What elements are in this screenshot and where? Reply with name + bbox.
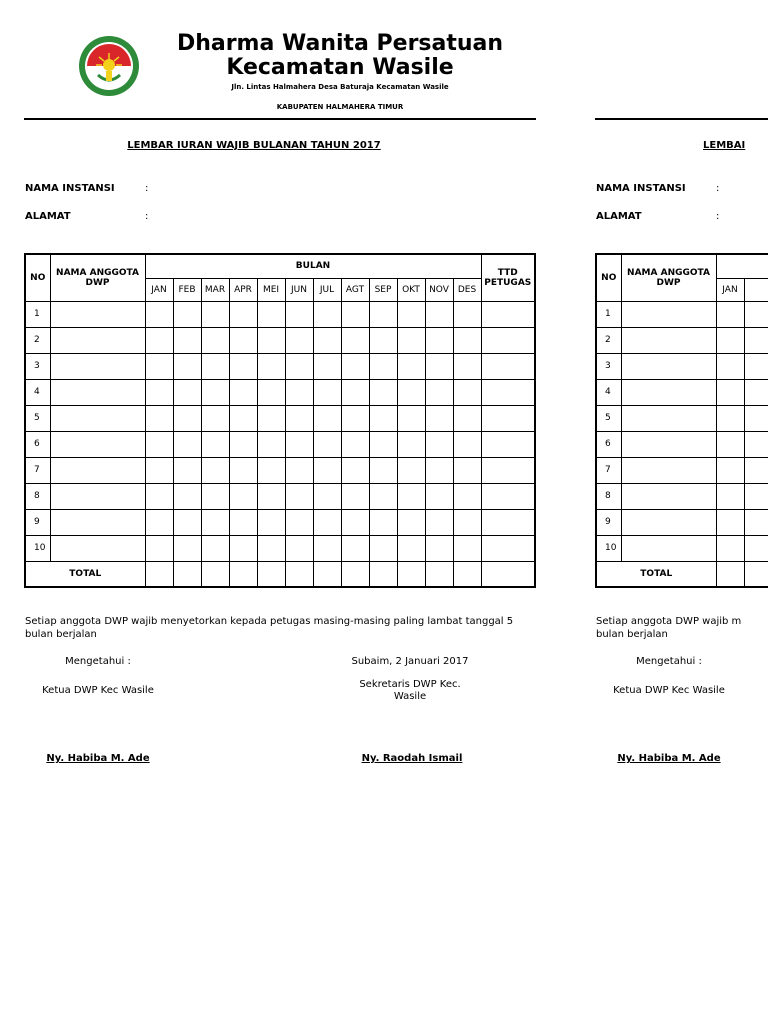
org-name	[170, 32, 510, 80]
table-row	[596, 457, 768, 483]
month-cell[interactable]	[257, 509, 285, 535]
member-name-cell[interactable]	[50, 509, 145, 535]
month-cell[interactable]	[201, 301, 229, 327]
month-cell[interactable]	[201, 327, 229, 353]
payment-note-right-line2: bulan berjalan	[596, 629, 668, 640]
table-row	[25, 431, 535, 457]
payment-note: Setiap anggota DWP wajib menyetorkan kepada petugas masing-masing paling lambat tanggal 5 bulan berjalan	[25, 616, 514, 640]
month-cell[interactable]	[201, 353, 229, 379]
month-cell[interactable]	[744, 457, 768, 483]
month-cell[interactable]	[425, 379, 453, 405]
member-name-cell[interactable]	[50, 353, 145, 379]
row-number: 3	[596, 353, 621, 379]
month-cell[interactable]	[257, 483, 285, 509]
signature-cell[interactable]	[481, 535, 535, 561]
month-cell[interactable]	[257, 431, 285, 457]
header-divider-right	[595, 118, 768, 120]
month-cell[interactable]	[313, 301, 341, 327]
org-region: KABUPATEN HALMAHERA TIMUR	[276, 103, 404, 111]
total-cell[interactable]	[425, 561, 453, 587]
month-cell[interactable]	[341, 379, 369, 405]
org-address: Jln. Lintas Halmahera Desa Baturaja Kecamatan Wasile	[231, 83, 449, 91]
row-number: 3	[25, 353, 50, 379]
payment-note-right-line1: Setiap anggota DWP wajib m	[596, 616, 742, 627]
month-cell[interactable]	[369, 483, 397, 509]
signature-cell[interactable]	[481, 457, 535, 483]
member-name-cell[interactable]	[621, 379, 716, 405]
month-cell[interactable]	[341, 457, 369, 483]
month-cell[interactable]	[369, 353, 397, 379]
month-cell[interactable]	[257, 353, 285, 379]
month-cell[interactable]	[425, 353, 453, 379]
month-cell[interactable]	[425, 327, 453, 353]
signature-cell[interactable]	[481, 483, 535, 509]
no-header-right: NO	[596, 254, 621, 301]
row-number: 1	[596, 301, 621, 327]
month-cell[interactable]	[173, 457, 201, 483]
month-cell[interactable]	[229, 535, 257, 561]
place-date: Subaim, 2 Januari 2017	[351, 656, 469, 667]
member-name-cell[interactable]	[621, 353, 716, 379]
member-name-cell[interactable]	[621, 405, 716, 431]
table-row	[25, 353, 535, 379]
month-cell[interactable]	[369, 457, 397, 483]
month-cell[interactable]	[173, 535, 201, 561]
month-cell[interactable]	[285, 535, 313, 561]
month-cell[interactable]	[397, 431, 425, 457]
month-cell[interactable]	[425, 301, 453, 327]
member-name-cell[interactable]	[621, 483, 716, 509]
month-cell[interactable]	[285, 431, 313, 457]
month-header-okt: OKT	[397, 278, 425, 301]
month-cell[interactable]	[229, 301, 257, 327]
total-cell[interactable]	[716, 561, 744, 587]
row-number: 10	[25, 535, 50, 561]
month-cell[interactable]	[285, 405, 313, 431]
total-label: TOTAL	[596, 561, 716, 587]
row-number: 7	[596, 457, 621, 483]
row-number: 9	[25, 509, 50, 535]
table-row	[596, 301, 768, 327]
month-cell[interactable]	[744, 353, 768, 379]
payment-note-right	[596, 615, 768, 641]
member-name-cell[interactable]	[50, 379, 145, 405]
dues-table	[24, 253, 536, 588]
org-name-line1: Dharma Wanita Persatuan	[176, 31, 504, 56]
month-cell[interactable]	[257, 301, 285, 327]
month-cell[interactable]	[425, 535, 453, 561]
month-cell[interactable]	[425, 483, 453, 509]
month-header-jan: JAN	[716, 278, 744, 301]
month-cell[interactable]	[145, 353, 173, 379]
instansi-label: NAMA INSTANSI	[25, 183, 115, 194]
total-cell[interactable]	[313, 561, 341, 587]
row-number: 7	[25, 457, 50, 483]
ketua-role: Ketua DWP Kec Wasile	[42, 685, 154, 696]
month-header-feb	[744, 278, 768, 301]
month-cell[interactable]	[744, 431, 768, 457]
table-row	[596, 509, 768, 535]
bulan-header: BULAN	[145, 254, 481, 278]
sheet-title: LEMBAR IURAN WAJIB BULANAN TAHUN 2017	[127, 140, 381, 151]
month-header-jan: JAN	[145, 278, 173, 301]
row-number: 9	[596, 509, 621, 535]
row-number: 6	[25, 431, 50, 457]
dues-sheet-right	[571, 0, 768, 1024]
month-cell[interactable]	[716, 509, 744, 535]
table-row	[25, 535, 535, 561]
month-cell[interactable]	[341, 483, 369, 509]
header-divider	[24, 118, 536, 120]
row-number: 2	[596, 327, 621, 353]
month-cell[interactable]	[369, 535, 397, 561]
month-cell[interactable]	[201, 405, 229, 431]
month-header-des: DES	[453, 278, 481, 301]
month-cell[interactable]	[397, 483, 425, 509]
month-cell[interactable]	[257, 379, 285, 405]
month-cell[interactable]	[313, 379, 341, 405]
month-cell[interactable]	[313, 327, 341, 353]
month-cell[interactable]	[397, 379, 425, 405]
month-cell[interactable]	[397, 327, 425, 353]
month-cell[interactable]	[285, 327, 313, 353]
month-cell[interactable]	[397, 457, 425, 483]
month-header-nov: NOV	[425, 278, 453, 301]
month-cell[interactable]	[145, 301, 173, 327]
month-cell[interactable]	[313, 457, 341, 483]
month-cell[interactable]	[257, 405, 285, 431]
month-header-jul: JUL	[313, 278, 341, 301]
month-cell[interactable]	[341, 327, 369, 353]
member-name-cell[interactable]	[50, 405, 145, 431]
bulan-header-right	[716, 254, 768, 278]
month-cell[interactable]	[313, 483, 341, 509]
org-name-line2: Kecamatan Wasile	[226, 55, 454, 80]
ttd-petugas-header: TTD PETUGAS	[481, 254, 535, 301]
month-cell[interactable]	[453, 483, 481, 509]
month-cell[interactable]	[716, 457, 744, 483]
month-cell[interactable]	[285, 379, 313, 405]
month-cell[interactable]	[145, 509, 173, 535]
month-cell[interactable]	[229, 327, 257, 353]
month-cell[interactable]	[229, 405, 257, 431]
signature-cell[interactable]	[481, 353, 535, 379]
row-number: 10	[596, 535, 621, 561]
month-header-feb: FEB	[173, 278, 201, 301]
signature-cell[interactable]	[481, 301, 535, 327]
member-name-cell[interactable]	[50, 535, 145, 561]
row-number: 4	[596, 379, 621, 405]
month-cell[interactable]	[201, 483, 229, 509]
total-cell[interactable]	[257, 561, 285, 587]
month-cell[interactable]	[453, 509, 481, 535]
month-cell[interactable]	[285, 353, 313, 379]
month-cell[interactable]	[229, 457, 257, 483]
row-number: 5	[25, 405, 50, 431]
total-label: TOTAL	[25, 561, 145, 587]
table-row	[596, 535, 768, 561]
member-name-cell[interactable]	[50, 327, 145, 353]
table-row	[25, 405, 535, 431]
month-cell[interactable]	[229, 509, 257, 535]
alamat-colon-right: :	[716, 211, 720, 222]
month-cell[interactable]	[453, 405, 481, 431]
month-cell[interactable]	[285, 301, 313, 327]
month-cell[interactable]	[173, 483, 201, 509]
month-cell[interactable]	[285, 483, 313, 509]
total-cell[interactable]	[285, 561, 313, 587]
month-cell[interactable]	[397, 535, 425, 561]
member-name-cell[interactable]	[621, 509, 716, 535]
instansi-label-right: NAMA INSTANSI	[596, 183, 686, 194]
member-name-cell[interactable]	[621, 535, 716, 561]
month-cell[interactable]	[716, 483, 744, 509]
total-cell[interactable]	[201, 561, 229, 587]
month-cell[interactable]	[173, 431, 201, 457]
month-cell[interactable]	[716, 379, 744, 405]
month-cell[interactable]	[145, 405, 173, 431]
nama-anggota-header-right: NAMA ANGGOTA DWP	[621, 254, 716, 301]
month-cell[interactable]	[173, 405, 201, 431]
month-cell[interactable]	[716, 327, 744, 353]
member-name-cell[interactable]	[621, 457, 716, 483]
month-cell[interactable]	[744, 301, 768, 327]
row-number: 4	[25, 379, 50, 405]
month-cell[interactable]	[145, 431, 173, 457]
row-number: 5	[596, 405, 621, 431]
month-cell[interactable]	[425, 457, 453, 483]
month-cell[interactable]	[453, 457, 481, 483]
total-cell[interactable]	[369, 561, 397, 587]
month-cell[interactable]	[425, 509, 453, 535]
month-cell[interactable]	[716, 405, 744, 431]
month-cell[interactable]	[257, 457, 285, 483]
table-row	[596, 483, 768, 509]
table-row	[25, 483, 535, 509]
month-cell[interactable]	[257, 535, 285, 561]
month-header-mei: MEI	[257, 278, 285, 301]
month-header-mar: MAR	[201, 278, 229, 301]
month-cell[interactable]	[201, 535, 229, 561]
month-cell[interactable]	[173, 509, 201, 535]
table-row	[25, 301, 535, 327]
month-cell[interactable]	[229, 379, 257, 405]
month-cell[interactable]	[744, 509, 768, 535]
total-cell[interactable]	[229, 561, 257, 587]
month-cell[interactable]	[397, 509, 425, 535]
sekretaris-role	[330, 679, 490, 703]
row-number: 8	[25, 483, 50, 509]
month-cell[interactable]	[369, 509, 397, 535]
sekretaris-name: Ny. Raodah Ismail	[361, 753, 463, 764]
month-cell[interactable]	[201, 379, 229, 405]
month-cell[interactable]	[744, 535, 768, 561]
month-cell[interactable]	[341, 535, 369, 561]
instansi-colon: :	[145, 183, 149, 194]
month-cell[interactable]	[173, 327, 201, 353]
month-cell[interactable]	[341, 353, 369, 379]
total-cell[interactable]	[173, 561, 201, 587]
month-cell[interactable]	[201, 431, 229, 457]
row-number: 1	[25, 301, 50, 327]
month-cell[interactable]	[369, 431, 397, 457]
mengetahui-label-right: Mengetahui :	[636, 656, 702, 667]
month-cell[interactable]	[744, 327, 768, 353]
month-cell[interactable]	[229, 483, 257, 509]
table-row	[25, 379, 535, 405]
alamat-colon: :	[145, 211, 149, 222]
month-cell[interactable]	[285, 457, 313, 483]
table-row	[596, 431, 768, 457]
table-row	[25, 509, 535, 535]
total-cell[interactable]	[481, 561, 535, 587]
month-header-agt: AGT	[341, 278, 369, 301]
signature-cell[interactable]	[481, 379, 535, 405]
month-cell[interactable]	[744, 379, 768, 405]
member-name-cell[interactable]	[50, 431, 145, 457]
month-cell[interactable]	[201, 457, 229, 483]
total-cell[interactable]	[744, 561, 768, 587]
total-row	[25, 561, 535, 587]
mengetahui-label: Mengetahui :	[65, 656, 131, 667]
table-row	[596, 353, 768, 379]
month-cell[interactable]	[369, 301, 397, 327]
month-cell[interactable]	[341, 431, 369, 457]
month-cell[interactable]	[716, 431, 744, 457]
member-name-cell[interactable]	[50, 301, 145, 327]
row-number: 6	[596, 431, 621, 457]
signature-cell[interactable]	[481, 327, 535, 353]
month-cell[interactable]	[453, 535, 481, 561]
month-cell[interactable]	[397, 405, 425, 431]
total-cell[interactable]	[341, 561, 369, 587]
month-cell[interactable]	[744, 405, 768, 431]
instansi-colon-right: :	[716, 183, 720, 194]
month-header-jun: JUN	[285, 278, 313, 301]
month-cell[interactable]	[453, 379, 481, 405]
table-row	[25, 457, 535, 483]
alamat-label: ALAMAT	[25, 211, 71, 222]
month-cell[interactable]	[369, 327, 397, 353]
month-cell[interactable]	[313, 431, 341, 457]
row-number: 8	[596, 483, 621, 509]
ketua-name: Ny. Habiba M. Ade	[46, 753, 150, 764]
month-cell[interactable]	[229, 431, 257, 457]
month-cell[interactable]	[313, 405, 341, 431]
total-cell[interactable]	[453, 561, 481, 587]
month-cell[interactable]	[341, 509, 369, 535]
month-cell[interactable]	[453, 353, 481, 379]
month-cell[interactable]	[313, 509, 341, 535]
sekretaris-role-line1: Sekretaris DWP Kec.	[359, 679, 461, 690]
member-name-cell[interactable]	[621, 301, 716, 327]
month-cell[interactable]	[285, 509, 313, 535]
nama-anggota-header: NAMA ANGGOTA DWP	[50, 254, 145, 301]
month-cell[interactable]	[257, 327, 285, 353]
month-cell[interactable]	[341, 405, 369, 431]
signature-cell[interactable]	[481, 509, 535, 535]
month-cell[interactable]	[369, 405, 397, 431]
month-cell[interactable]	[145, 327, 173, 353]
month-cell[interactable]	[313, 353, 341, 379]
month-cell[interactable]	[173, 353, 201, 379]
table-row	[596, 405, 768, 431]
month-cell[interactable]	[744, 483, 768, 509]
month-header-apr: APR	[229, 278, 257, 301]
member-name-cell[interactable]	[50, 483, 145, 509]
month-cell[interactable]	[425, 431, 453, 457]
month-cell[interactable]	[453, 327, 481, 353]
total-row	[596, 561, 768, 587]
member-name-cell[interactable]	[621, 431, 716, 457]
month-cell[interactable]	[716, 535, 744, 561]
signature-cell[interactable]	[481, 405, 535, 431]
table-row	[25, 327, 535, 353]
total-cell[interactable]	[145, 561, 173, 587]
month-cell[interactable]	[173, 379, 201, 405]
month-cell[interactable]	[369, 379, 397, 405]
ketua-role-right: Ketua DWP Kec Wasile	[613, 685, 725, 696]
total-cell[interactable]	[397, 561, 425, 587]
month-header-sep: SEP	[369, 278, 397, 301]
month-cell[interactable]	[145, 483, 173, 509]
month-cell[interactable]	[201, 509, 229, 535]
month-cell[interactable]	[453, 431, 481, 457]
alamat-label-right: ALAMAT	[596, 211, 642, 222]
sekretaris-role-line2: Wasile	[393, 691, 427, 702]
dwp-logo-icon	[78, 35, 140, 97]
month-cell[interactable]	[397, 301, 425, 327]
month-cell[interactable]	[145, 457, 173, 483]
no-header: NO	[25, 254, 50, 301]
member-name-cell[interactable]	[50, 457, 145, 483]
month-cell[interactable]	[173, 301, 201, 327]
table-row	[596, 379, 768, 405]
row-number: 2	[25, 327, 50, 353]
month-cell[interactable]	[229, 353, 257, 379]
month-cell[interactable]	[313, 535, 341, 561]
month-cell[interactable]	[716, 301, 744, 327]
month-cell[interactable]	[341, 301, 369, 327]
ketua-name-right: Ny. Habiba M. Ade	[617, 753, 721, 764]
month-cell[interactable]	[145, 379, 173, 405]
month-cell[interactable]	[425, 405, 453, 431]
sheet-title-right: LEMBAI	[703, 140, 746, 151]
member-name-cell[interactable]	[621, 327, 716, 353]
dues-table-right	[595, 253, 768, 588]
month-cell[interactable]	[397, 353, 425, 379]
month-cell[interactable]	[145, 535, 173, 561]
month-cell[interactable]	[453, 301, 481, 327]
table-row	[596, 327, 768, 353]
month-cell[interactable]	[716, 353, 744, 379]
signature-cell[interactable]	[481, 431, 535, 457]
